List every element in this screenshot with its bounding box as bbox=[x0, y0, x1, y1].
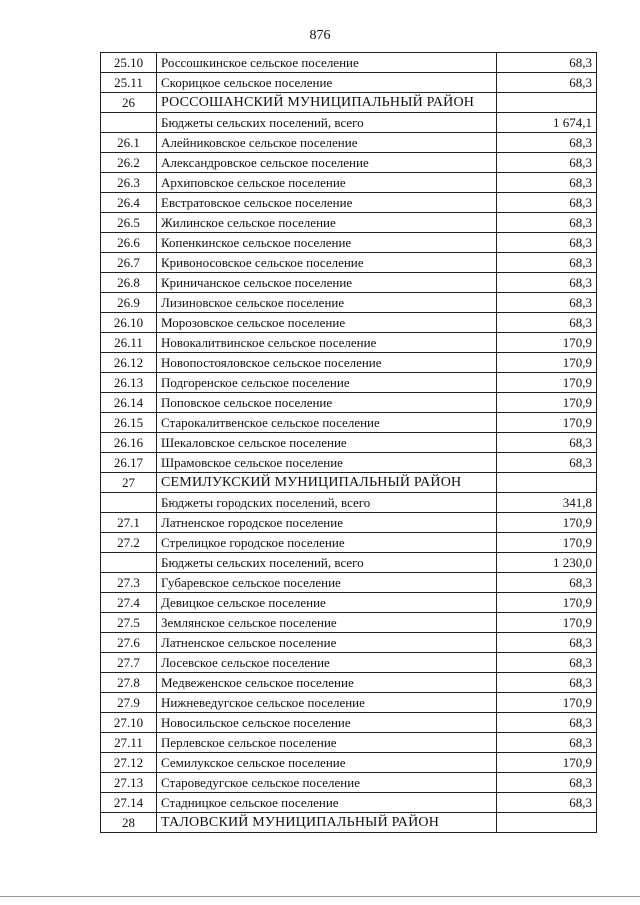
row-value: 68,3 bbox=[497, 313, 597, 333]
row-name: ТАЛОВСКИЙ МУНИЦИПАЛЬНЫЙ РАЙОН bbox=[157, 813, 497, 833]
row-number: 26.11 bbox=[101, 333, 157, 353]
row-number: 27.12 bbox=[101, 753, 157, 773]
row-name: Жилинское сельское поселение bbox=[157, 213, 497, 233]
table-row bbox=[101, 193, 597, 213]
row-name: Новокалитвинское сельское поселение bbox=[157, 333, 497, 353]
row-value: 170,9 bbox=[497, 333, 597, 353]
table-row bbox=[101, 313, 597, 333]
row-name: Нижневедугское сельское поселение bbox=[157, 693, 497, 713]
row-name: Криничанское сельское поселение bbox=[157, 273, 497, 293]
row-name: РОССОШАНСКИЙ МУНИЦИПАЛЬНЫЙ РАЙОН bbox=[157, 93, 497, 113]
table-row bbox=[101, 53, 597, 73]
row-value: 170,9 bbox=[497, 613, 597, 633]
row-name: Стадницкое сельское поселение bbox=[157, 793, 497, 813]
row-value: 68,3 bbox=[497, 273, 597, 293]
row-value bbox=[497, 473, 597, 493]
row-value: 68,3 bbox=[497, 673, 597, 693]
table-row bbox=[101, 793, 597, 813]
row-value: 170,9 bbox=[497, 753, 597, 773]
row-name: Староведугское сельское поселение bbox=[157, 773, 497, 793]
row-value: 170,9 bbox=[497, 693, 597, 713]
row-name: Латненское сельское поселение bbox=[157, 633, 497, 653]
table-row bbox=[101, 433, 597, 453]
row-name: Стрелицкое городское поселение bbox=[157, 533, 497, 553]
row-value: 68,3 bbox=[497, 793, 597, 813]
row-value: 68,3 bbox=[497, 293, 597, 313]
row-value: 68,3 bbox=[497, 633, 597, 653]
row-name: Шрамовское сельское поселение bbox=[157, 453, 497, 473]
row-number: 27.3 bbox=[101, 573, 157, 593]
row-value: 170,9 bbox=[497, 533, 597, 553]
row-name: Копенкинское сельское поселение bbox=[157, 233, 497, 253]
budget-allocation-table bbox=[100, 52, 597, 833]
row-name: СЕМИЛУКСКИЙ МУНИЦИПАЛЬНЫЙ РАЙОН bbox=[157, 473, 497, 493]
table-row bbox=[101, 393, 597, 413]
row-value: 68,3 bbox=[497, 253, 597, 273]
row-name: Александровское сельское поселение bbox=[157, 153, 497, 173]
row-name: Перлевское сельское поселение bbox=[157, 733, 497, 753]
row-name: Евстратовское сельское поселение bbox=[157, 193, 497, 213]
row-name: Новопостояловское сельское поселение bbox=[157, 353, 497, 373]
row-number: 26.15 bbox=[101, 413, 157, 433]
bottom-rule bbox=[0, 896, 640, 897]
row-value: 170,9 bbox=[497, 413, 597, 433]
row-name: Старокалитвенское сельское поселение bbox=[157, 413, 497, 433]
row-number: 26.17 bbox=[101, 453, 157, 473]
table-row bbox=[101, 453, 597, 473]
row-number bbox=[101, 553, 157, 573]
row-number: 27.4 bbox=[101, 593, 157, 613]
table-row bbox=[101, 593, 597, 613]
row-number: 26.8 bbox=[101, 273, 157, 293]
row-value: 170,9 bbox=[497, 373, 597, 393]
table-row bbox=[101, 233, 597, 253]
table-row bbox=[101, 333, 597, 353]
row-value: 1 674,1 bbox=[497, 113, 597, 133]
row-number: 26.6 bbox=[101, 233, 157, 253]
row-number: 27.6 bbox=[101, 633, 157, 653]
row-value: 68,3 bbox=[497, 73, 597, 93]
table-row bbox=[101, 613, 597, 633]
row-value: 1 230,0 bbox=[497, 553, 597, 573]
row-name: Землянское сельское поселение bbox=[157, 613, 497, 633]
row-name: Скорицкое сельское поселение bbox=[157, 73, 497, 93]
row-number: 27.11 bbox=[101, 733, 157, 753]
row-number: 27.5 bbox=[101, 613, 157, 633]
table-row bbox=[101, 733, 597, 753]
row-number: 27.1 bbox=[101, 513, 157, 533]
row-name: Бюджеты сельских поселений, всего bbox=[157, 553, 497, 573]
row-value: 68,3 bbox=[497, 53, 597, 73]
row-value: 170,9 bbox=[497, 353, 597, 373]
row-number: 27.9 bbox=[101, 693, 157, 713]
row-number: 26.10 bbox=[101, 313, 157, 333]
row-value: 341,8 bbox=[497, 493, 597, 513]
district-row bbox=[101, 93, 597, 113]
row-number: 26.2 bbox=[101, 153, 157, 173]
row-name: Девицкое сельское поселение bbox=[157, 593, 497, 613]
row-value: 68,3 bbox=[497, 433, 597, 453]
row-number: 27.8 bbox=[101, 673, 157, 693]
row-number: 26.12 bbox=[101, 353, 157, 373]
row-value: 68,3 bbox=[497, 133, 597, 153]
table-row bbox=[101, 573, 597, 593]
table-row bbox=[101, 493, 597, 513]
table-row bbox=[101, 633, 597, 653]
table-body bbox=[101, 53, 597, 833]
row-value: 170,9 bbox=[497, 393, 597, 413]
row-value: 68,3 bbox=[497, 193, 597, 213]
row-number: 25.10 bbox=[101, 53, 157, 73]
row-number: 26.14 bbox=[101, 393, 157, 413]
row-value: 68,3 bbox=[497, 213, 597, 233]
row-name: Новосильское сельское поселение bbox=[157, 713, 497, 733]
row-number: 27.10 bbox=[101, 713, 157, 733]
row-name: Семилукское сельское поселение bbox=[157, 753, 497, 773]
row-name: Лосевское сельское поселение bbox=[157, 653, 497, 673]
district-row bbox=[101, 813, 597, 833]
table-row bbox=[101, 653, 597, 673]
row-value: 68,3 bbox=[497, 713, 597, 733]
row-value: 68,3 bbox=[497, 773, 597, 793]
row-value: 68,3 bbox=[497, 173, 597, 193]
row-name: Бюджеты городских поселений, всего bbox=[157, 493, 497, 513]
row-value: 170,9 bbox=[497, 593, 597, 613]
row-name: Медвеженское сельское поселение bbox=[157, 673, 497, 693]
table-row bbox=[101, 693, 597, 713]
row-value: 68,3 bbox=[497, 733, 597, 753]
row-number: 25.11 bbox=[101, 73, 157, 93]
table-row bbox=[101, 413, 597, 433]
row-number: 27.13 bbox=[101, 773, 157, 793]
table-row bbox=[101, 253, 597, 273]
table-row bbox=[101, 553, 597, 573]
table-row bbox=[101, 293, 597, 313]
row-number: 26.1 bbox=[101, 133, 157, 153]
row-number bbox=[101, 113, 157, 133]
table-row bbox=[101, 513, 597, 533]
table-row bbox=[101, 173, 597, 193]
row-number: 26.16 bbox=[101, 433, 157, 453]
row-name: Россошкинское сельское поселение bbox=[157, 53, 497, 73]
row-name: Лизиновское сельское поселение bbox=[157, 293, 497, 313]
row-name: Шекаловское сельское поселение bbox=[157, 433, 497, 453]
row-name: Бюджеты сельских поселений, всего bbox=[157, 113, 497, 133]
row-number bbox=[101, 493, 157, 513]
table-row bbox=[101, 213, 597, 233]
row-value bbox=[497, 813, 597, 833]
row-value: 68,3 bbox=[497, 233, 597, 253]
table-row bbox=[101, 373, 597, 393]
table-row bbox=[101, 753, 597, 773]
row-number: 26.9 bbox=[101, 293, 157, 313]
row-number: 26.3 bbox=[101, 173, 157, 193]
row-value: 68,3 bbox=[497, 573, 597, 593]
row-number: 27.2 bbox=[101, 533, 157, 553]
table-row bbox=[101, 113, 597, 133]
table-row bbox=[101, 533, 597, 553]
table-row bbox=[101, 713, 597, 733]
row-value: 68,3 bbox=[497, 453, 597, 473]
row-number: 26 bbox=[101, 93, 157, 113]
table-row bbox=[101, 133, 597, 153]
row-name: Губаревское сельское поселение bbox=[157, 573, 497, 593]
row-number: 28 bbox=[101, 813, 157, 833]
district-row bbox=[101, 473, 597, 493]
row-value: 68,3 bbox=[497, 153, 597, 173]
table-row bbox=[101, 353, 597, 373]
row-number: 26.13 bbox=[101, 373, 157, 393]
row-name: Архиповское сельское поселение bbox=[157, 173, 497, 193]
row-name: Латненское городское поселение bbox=[157, 513, 497, 533]
row-name: Алейниковское сельское поселение bbox=[157, 133, 497, 153]
row-number: 27.14 bbox=[101, 793, 157, 813]
table-row bbox=[101, 273, 597, 293]
page-number: 876 bbox=[309, 28, 331, 43]
row-value: 170,9 bbox=[497, 513, 597, 533]
table-row bbox=[101, 773, 597, 793]
row-number: 26.5 bbox=[101, 213, 157, 233]
row-number: 27 bbox=[101, 473, 157, 493]
row-number: 26.4 bbox=[101, 193, 157, 213]
row-name: Морозовское сельское поселение bbox=[157, 313, 497, 333]
row-number: 27.7 bbox=[101, 653, 157, 673]
row-value: 68,3 bbox=[497, 653, 597, 673]
row-name: Поповское сельское поселение bbox=[157, 393, 497, 413]
row-number: 26.7 bbox=[101, 253, 157, 273]
table-row bbox=[101, 73, 597, 93]
table-row bbox=[101, 673, 597, 693]
row-name: Подгоренское сельское поселение bbox=[157, 373, 497, 393]
table-row bbox=[101, 153, 597, 173]
row-value bbox=[497, 93, 597, 113]
row-name: Кривоносовское сельское поселение bbox=[157, 253, 497, 273]
